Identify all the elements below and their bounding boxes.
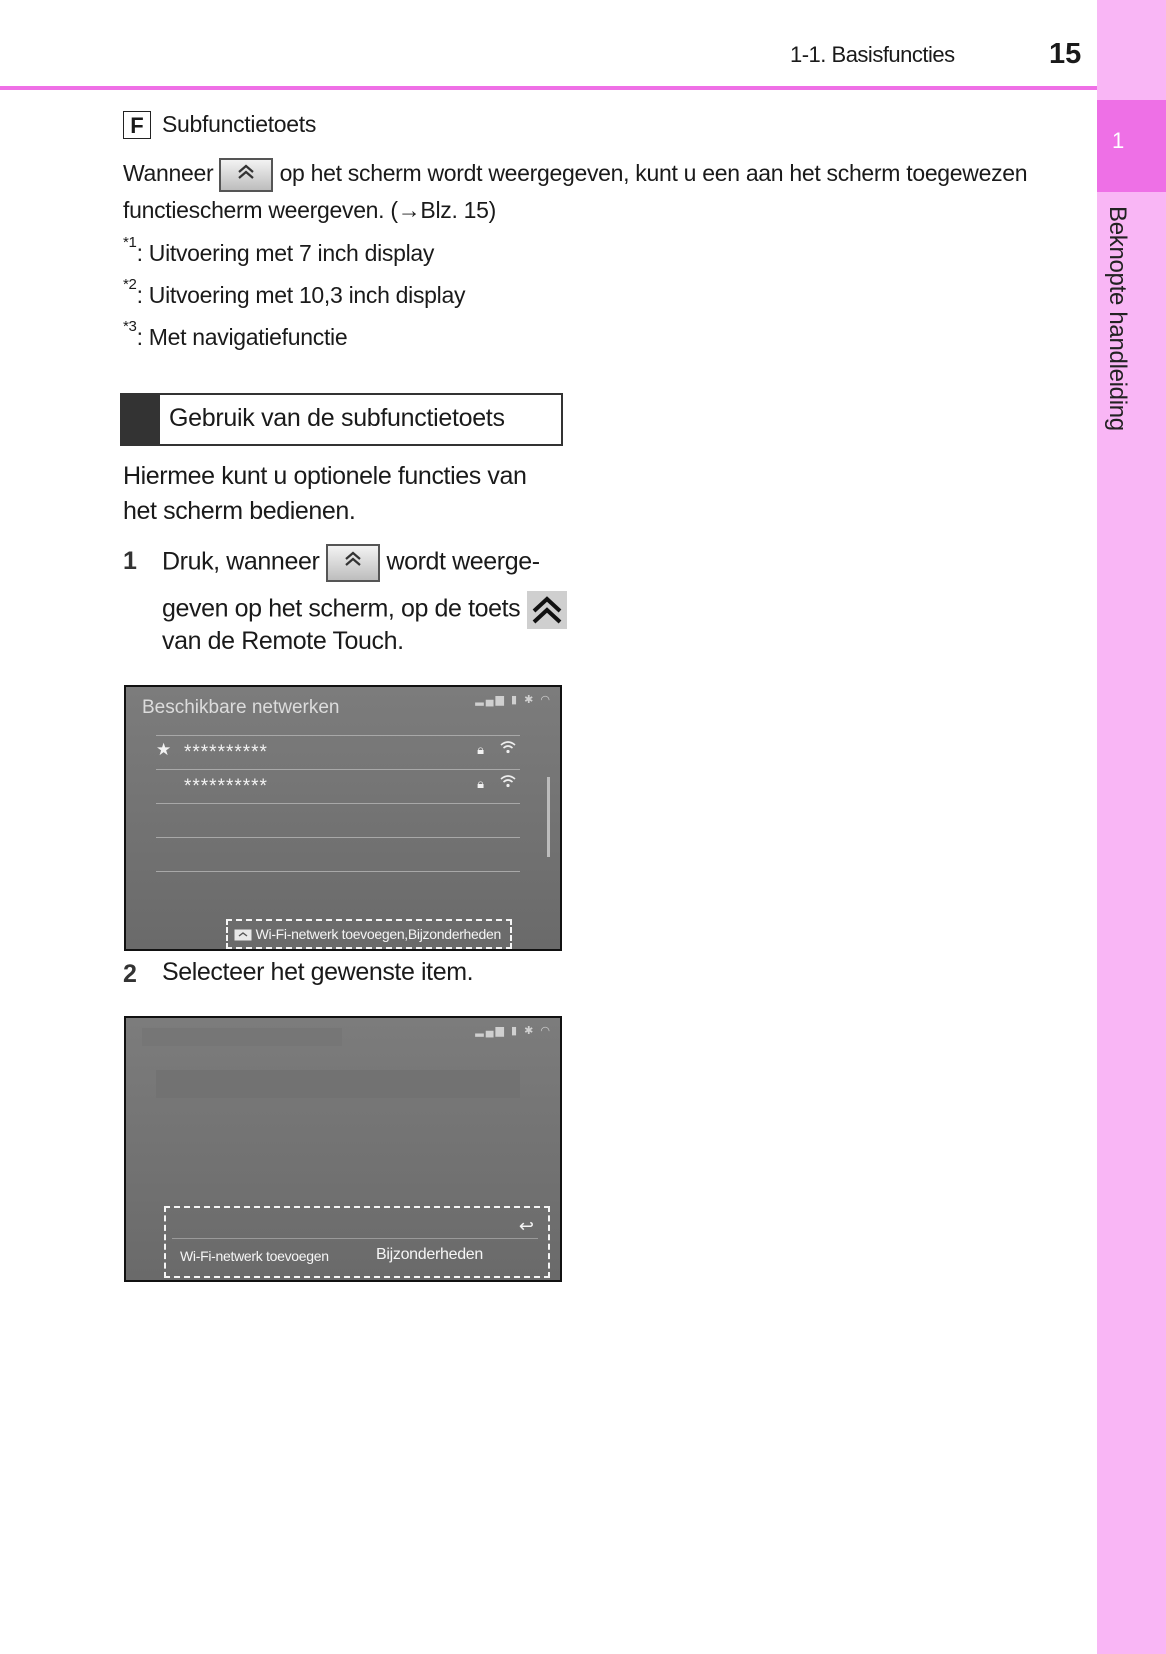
step-1-before: Druk, wanneer	[162, 547, 320, 576]
wifi-icon	[500, 740, 516, 757]
divider	[156, 837, 520, 838]
wifi-icon	[500, 774, 516, 791]
favorite-star-icon: ★	[156, 740, 172, 759]
intro-before: Wanneer	[123, 160, 214, 187]
screen-title: Beschikbare netwerken	[142, 697, 340, 718]
section-title: 1-1. Basisfuncties	[790, 42, 955, 67]
screenshot-available-networks	[124, 685, 562, 951]
section-heading-title: Gebruik van de subfunctietoets	[169, 404, 505, 432]
intro-paragraph	[123, 158, 1027, 192]
footnote-mark: *2	[123, 276, 137, 293]
network-row[interactable]	[156, 771, 520, 803]
divider	[156, 769, 520, 770]
step-1-line2	[162, 591, 567, 629]
footnote-mark: *3	[123, 318, 137, 335]
subfunction-label[interactable]	[234, 926, 501, 942]
label-letter: F	[123, 111, 151, 139]
dimmed-network-row	[156, 1070, 520, 1098]
step-1-line2-text: geven op het scherm, op de toets	[162, 594, 521, 623]
subfunction-button-icon	[219, 158, 273, 192]
dimmed-title-bar	[142, 1028, 342, 1046]
divider	[156, 803, 520, 804]
step-1-after: wordt weerge-	[386, 547, 540, 576]
section-description-line1: Hiermee kunt u optionele functies van	[123, 462, 527, 490]
status-icons: ▂▄▆ ▮ ✱ ◠	[475, 1025, 552, 1037]
section-heading	[120, 393, 563, 446]
footnote-text: : Uitvoering met 10,3 inch display	[136, 282, 466, 308]
subfunction-label-text: Wi-Fi-netwerk toevoegen,Bijzonderheden	[255, 926, 501, 942]
footnote-text: : Met navigatiefunctie	[136, 324, 348, 350]
lock-icon: 🔒︎	[477, 776, 484, 791]
step-1-number: 1	[123, 547, 137, 575]
step-2-number: 2	[123, 960, 137, 988]
chapter-number: 1	[1112, 128, 1125, 153]
subfunction-menu-highlight	[164, 1206, 550, 1278]
footnote-2	[123, 276, 466, 309]
intro-after: op het scherm wordt weergegeven, kunt u een aan het scherm toegewezen	[279, 160, 1028, 187]
remote-touch-chevron-key-icon	[527, 591, 567, 629]
section-description-line2: het scherm bedienen.	[123, 497, 356, 525]
menu-divider	[172, 1238, 538, 1239]
intro-line2: functiescherm weergeven. (→Blz. 15)	[123, 197, 496, 223]
back-icon[interactable]: ↩	[518, 1216, 534, 1236]
network-name: **********	[184, 776, 268, 797]
subfunction-key-label: Subfunctietoets	[162, 111, 317, 137]
divider	[156, 871, 520, 872]
chapter-title: Beknopte handleiding	[1104, 206, 1131, 431]
chapter-tab	[1097, 100, 1166, 192]
details-option[interactable]: Bijzonderheden	[376, 1246, 483, 1263]
scrollbar[interactable]	[547, 777, 550, 857]
footnote-text: : Uitvoering met 7 inch display	[136, 240, 435, 266]
subfunction-button-icon	[326, 544, 380, 582]
step-1-line3: van de Remote Touch.	[162, 627, 404, 655]
lock-icon: 🔒︎	[477, 742, 484, 757]
step-1-line1	[162, 544, 540, 582]
screenshot-subfunction-menu	[124, 1016, 562, 1282]
footnote-1	[123, 234, 435, 267]
status-icons: ▂▄▆ ▮ ✱ ◠	[475, 694, 552, 706]
header-rule	[0, 86, 1097, 90]
divider	[156, 735, 520, 736]
step-2-line1: Selecteer het gewenste item.	[162, 958, 474, 986]
page-number: 15	[1049, 38, 1082, 70]
network-row[interactable]	[156, 737, 520, 769]
footnote-3	[123, 318, 348, 351]
footnote-mark: *1	[123, 234, 137, 251]
subfunction-highlight	[226, 919, 512, 949]
heading-marker	[122, 395, 160, 444]
add-wifi-network-option[interactable]: Wi-Fi-netwerk toevoegen	[180, 1248, 329, 1264]
network-name: **********	[184, 742, 268, 763]
